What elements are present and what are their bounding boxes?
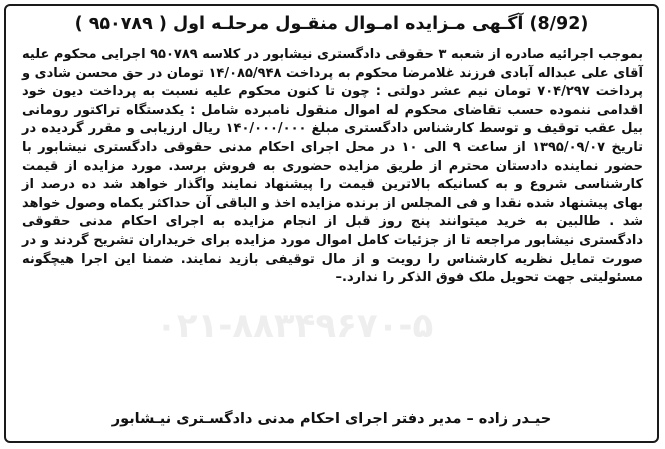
notice-signature: حیـدر زاده – مدیر دفتر اجرای احکام مدنی دادگسـتری نیـشابور: [111, 411, 552, 427]
notice-title: (8/92) آگـهی مـزایده امـوال منقـول مرحلـه اول ( ۹۵۰۷۸۹ ): [74, 14, 589, 34]
watermark-phone-number: ۰۲۱-۸۸۳۴۹۶۷۰-۵: [156, 306, 434, 346]
notice-body: بموجب اجرائیه صادره از شعبه ۳ حقوقی دادگستری نیشابور در کلاسه ۹۵۰۷۸۹ اجرایی محکوم علیه آقای علی عبداله آبادی فرزند غلامرضا محکوم به پرداخت ۱۴/۰۸۵/۹۴۸ تومان در حق محسن شادی و پرداخت ۷۰۴/۲۹۷ تومان نیم عشر دولتی : چون تا کنون محکوم علیه نسبت به پرداخت دیون خود اقدامی ننموده حسب تقاضای محکوم له اموال منقول نامبرده شامل : یکدستگاه تراکتور رومانی بیل عقب توقیف و توسط کارشناس دادگستری مبلغ ۱۴۰/۰۰۰/۰۰۰ ریال ارزیابی و مقرر گردیده در تاریخ ۱۳۹۵/۰۹/۰۷ از ساعت ۹ الی ۱۰ در محل اجرای احکام مدنی حقوقی دادگستری نیشابور با حضور نماینده دادستان محترم از طریق مزایده حضوری به فروش برسد. مورد مزایده از قیمت کارشناسی شروع و به کسانیکه بالاترین قیمت را پیشنهاد نمایند واگذار خواهد شد ده درصد از بهای پیشنهاد شده نقدا و فی المجلس از برنده مزایده اخذ و الباقی آن حداکثر یکماه وصول خواهد شد . طالبین به خرید میتوانند پنج روز قبل از انجام مزایده به اجرای احکام مدنی حقوقی دادگستری نیشابور مراجعه تا از جزئیات کامل اموال مورد مزایده برای خریداران تشریح گردند و در صورت تمایل نظریه کارشناس را رویت و از مال توقیفی بازید نمایند. ضمنا این اجرا هیچگونه مسئولیتی جهت تحویل ملک فوق الذکر را ندارد.–: [22, 47, 644, 286]
notice-frame: [4, 4, 659, 443]
